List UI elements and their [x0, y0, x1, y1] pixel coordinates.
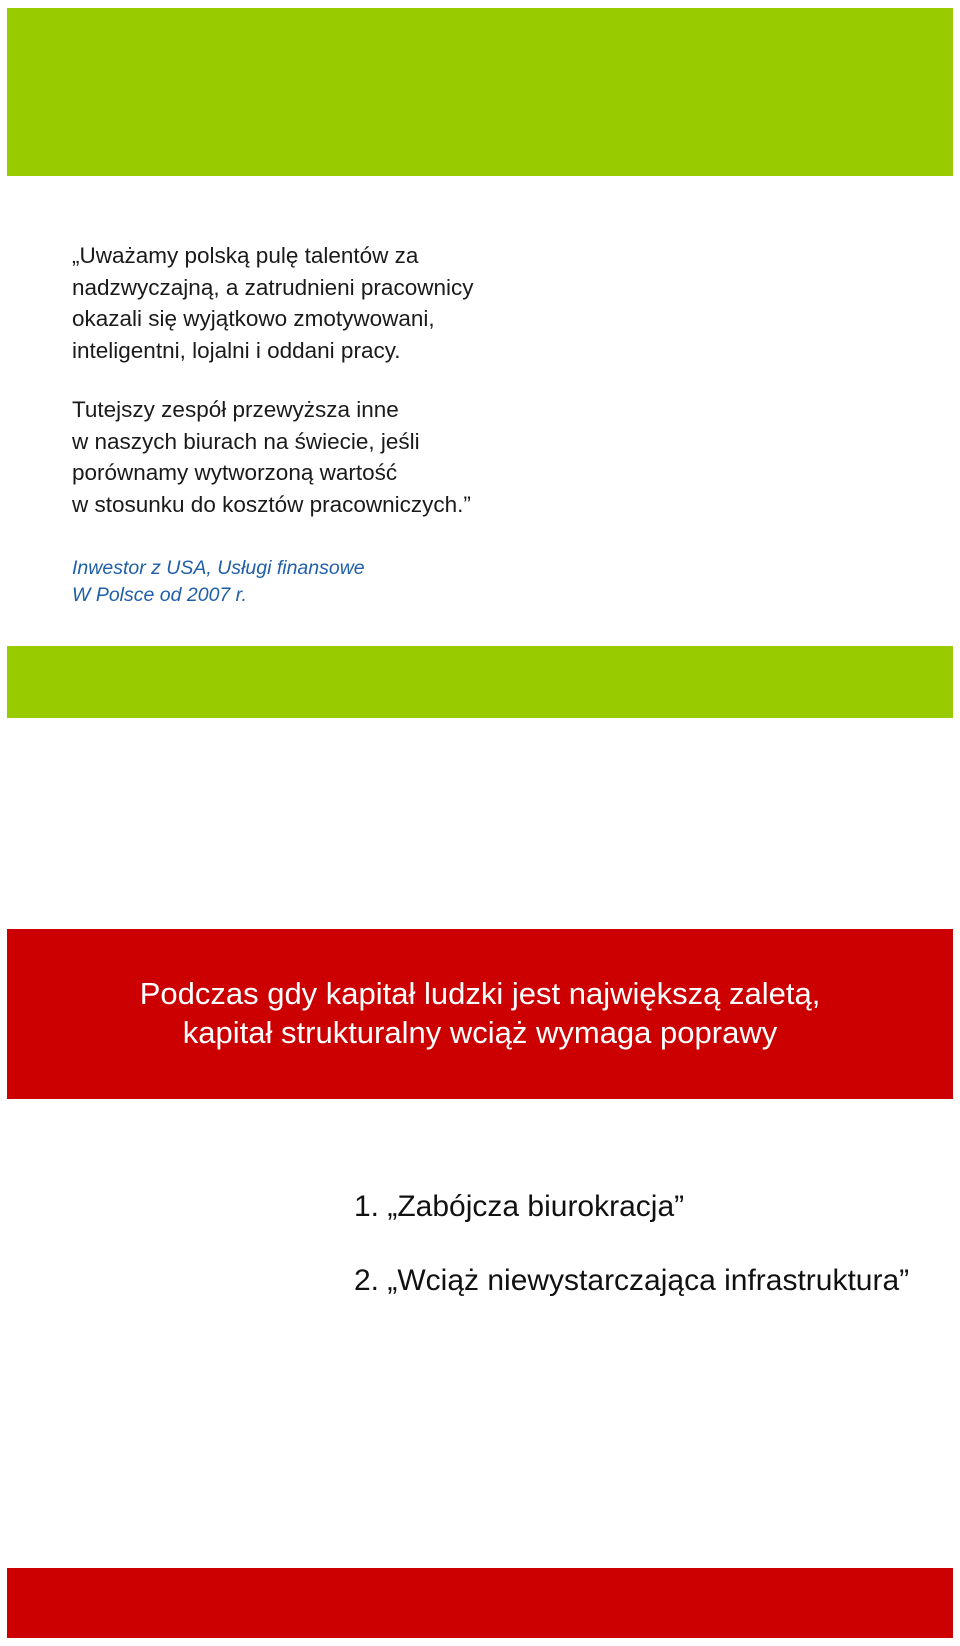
quote-line: „Uważamy polską pulę talentów za: [72, 243, 419, 268]
quote-paragraph-2: [72, 394, 592, 520]
quote-line: inteligentni, lojalni i oddani pracy.: [72, 337, 401, 363]
attribution-line: W Polsce od 2007 r.: [72, 584, 247, 606]
quote-paragraph-1: [72, 240, 592, 366]
quote-line: nadzwyczajną, a zatrudnieni pracownicy: [72, 274, 474, 300]
problem-list: [354, 1188, 909, 1300]
red-bottom-band: [7, 1568, 953, 1638]
green-middle-band: [7, 646, 953, 718]
attribution-line: Inwestor z USA, Usługi finansowe: [72, 557, 365, 579]
quote-attribution: [72, 555, 492, 609]
quote-line: porównamy wytworzoną wartość: [72, 460, 398, 485]
headline-line: Podczas gdy kapitał ludzki jest największą zaletą,: [139, 976, 821, 1011]
headline-line: kapitał strukturalny wciąż wymaga poprawy: [182, 1015, 778, 1050]
quote-line: w naszych biurach na świecie, jeśli: [72, 428, 420, 454]
quote-line: w stosunku do kosztów pracowniczych.”: [72, 491, 471, 517]
quote-line: okazali się wyjątkowo zmotywowani,: [72, 306, 435, 331]
quote-block: [72, 240, 592, 520]
green-top-band: [7, 8, 953, 176]
quote-line: Tutejszy zespół przewyższa inne: [72, 397, 399, 422]
list-item: 2. „Wciąż niewystarczająca infrastruktura”: [354, 1264, 910, 1297]
section-headline: [7, 974, 953, 1052]
list-item: 1. „Zabójcza biurokracja”: [354, 1190, 685, 1223]
